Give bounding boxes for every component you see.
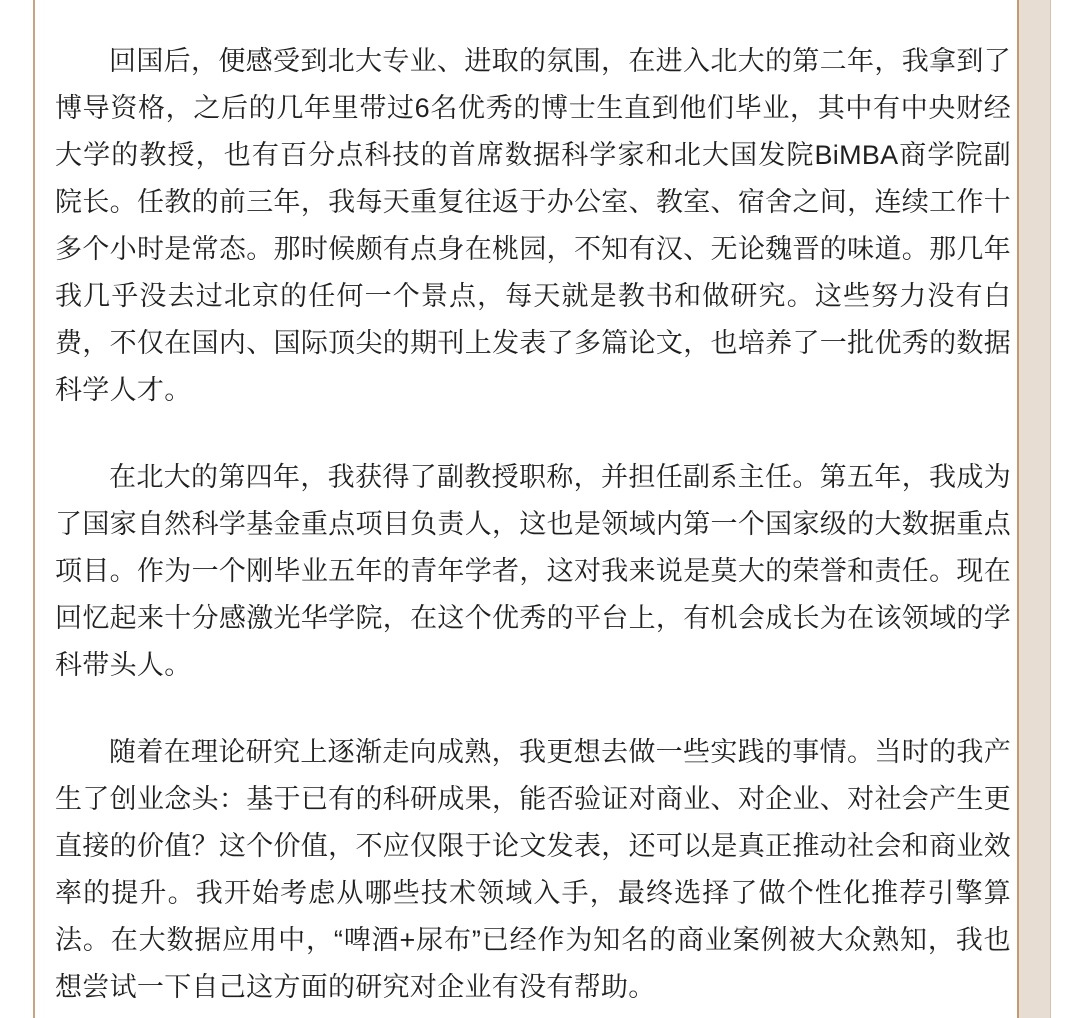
article-body [55, 0, 1011, 1011]
paragraph-2: 在北大的第四年，我获得了副教授职称，并担任副系主任。第五年，我成为了国家自然科学基金重点项目负责人，这也是领域内第一个国家级的大数据重点项目。作为一个刚毕业五年的青年学者，这对我来说是莫大的荣誉和责任。现在回忆起来十分感激光华学院，在这个优秀的平台上，有机会成长为在该领域的学科带头人。 [55, 462, 1011, 680]
paragraph-3: 随着在理论研究上逐渐走向成熟，我更想去做一些实践的事情。当时的我产生了创业念头：基于已有的科研成果，能否验证对商业、对企业、对社会产生更直接的价值？这个价值，不应仅限于论文发表，还可以是真正推动社会和商业效率的提升。我开始考虑从哪些技术领域入手，最终选择了做个性化推荐引擎算法。在大数据应用中，“啤酒+尿布”已经作为知名的商业案例被大众熟知，我也想尝试一下自己这方面的研究对企业有没有帮助。 [55, 737, 1011, 1002]
left-border-rule [33, 0, 35, 1018]
right-margin-strip [1017, 0, 1051, 1018]
paragraph-1: 回国后，便感受到北大专业、进取的氛围，在进入北大的第二年，我拿到了博导资格，之后的几年里带过6名优秀的博士生直到他们毕业，其中有中央财经大学的教授，也有百分点科技的首席数据科学家和北大国发院BiMBA商学院副院长。任教的前三年，我每天重复往返于办公室、教室、宿舍之间，连续工作十多个小时是常态。那时候颇有点身在桃园，不知有汉、无论魏晋的味道。那几年我几乎没去过北京的任何一个景点，每天就是教书和做研究。这些努力没有白费，不仅在国内、国际顶尖的期刊上发表了多篇论文，也培养了一批优秀的数据科学人才。 [55, 46, 1011, 405]
